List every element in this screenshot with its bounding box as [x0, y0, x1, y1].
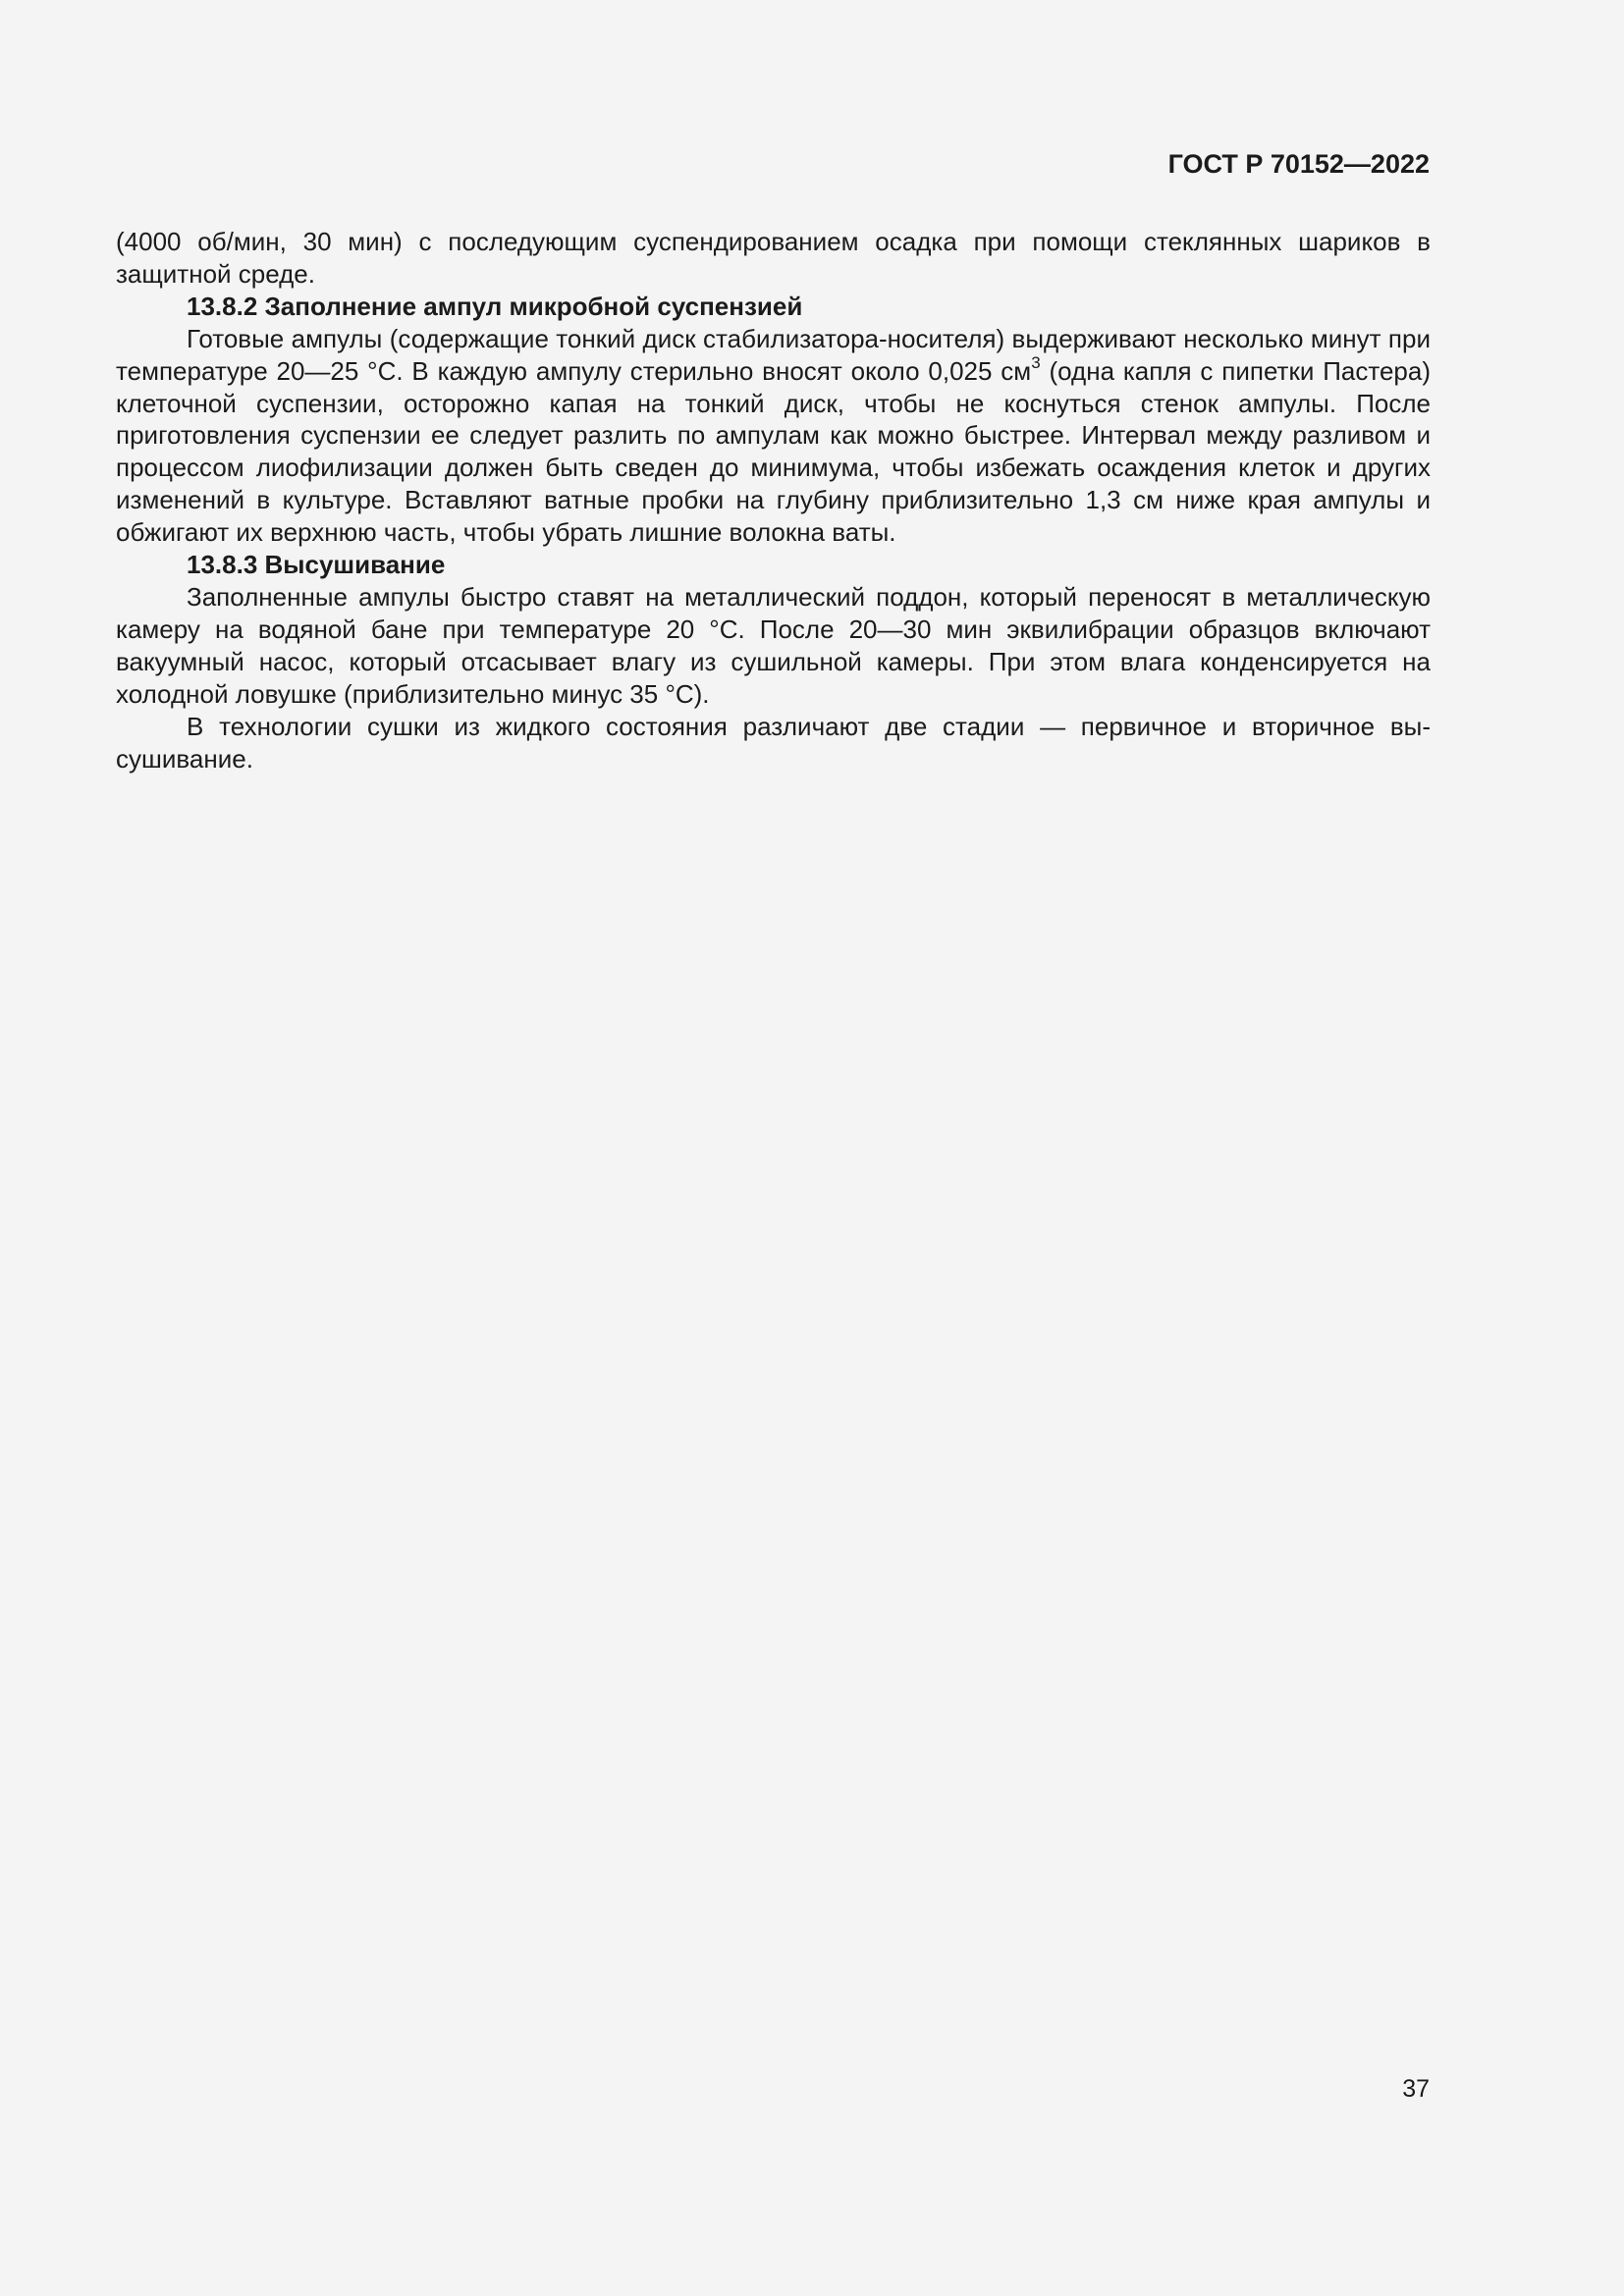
paragraph-13-8-2 — [116, 323, 1431, 549]
document-header — [1168, 147, 1430, 181]
document-body — [116, 226, 1431, 774]
standard-designation: ГОСТ Р 70152—2022 — [1167, 149, 1430, 179]
paragraph-13-8-2-part-1: Готовые ампулы (содержащие тонкий диск стабилизатора-носителя) выдерживают несколько минут при температуре 20—25 °С. В каждую ампулу стерильно вносят около 0,025 см — [116, 323, 1431, 386]
paragraph-13-8-3-first: Заполненные ампулы быстро ставят на металлический поддон, который переносят в металлическую камеру на водяной бане при температуре 20 °С. После 20—30 мин эквилибрации образцов включают вакуумный насос, который отсасывает влагу из сушильной камеры. При этом влага конденсируется на холодной ловушке (приблизительно минус 35 °С). — [116, 581, 1431, 709]
paragraph-13-8-2-part-2: (одна капля с пипетки Пастера) клеточной суспензии, осторожно капая на тонкий диск, чтобы не коснуться стенок ампулы. После приготовления суспензии ее следует разлить по ампулам как можно быстрее. Интервал между разливом и процессом лиофилизации должен быть сведен до минимума, чтобы избежать осаждения клеток и других изменений в культуре. Вставляют ватные пробки на глубину приблизительно 1,3 см ниже края ампулы и обжигают их верхнюю часть, чтобы убрать лишние волокна ваты. — [116, 355, 1431, 548]
paragraph-13-8-3-second: В технологии сушки из жидкого состояния различают две стадии — первичное и вторичное высушивание. — [116, 711, 1431, 774]
superscript-cube: 3 — [1031, 352, 1041, 372]
section-heading-13-8-3: 13.8.3 Высушивание — [187, 550, 446, 580]
page-number: 37 — [1402, 2075, 1430, 2103]
paragraph-continued: (4000 об/мин, 30 мин) с последующим суспендированием осадка при помощи стеклянных шариков в защитной среде. — [116, 227, 1431, 289]
section-heading-13-8-2: 13.8.2 Заполнение ампул микробной суспензией — [187, 291, 803, 321]
